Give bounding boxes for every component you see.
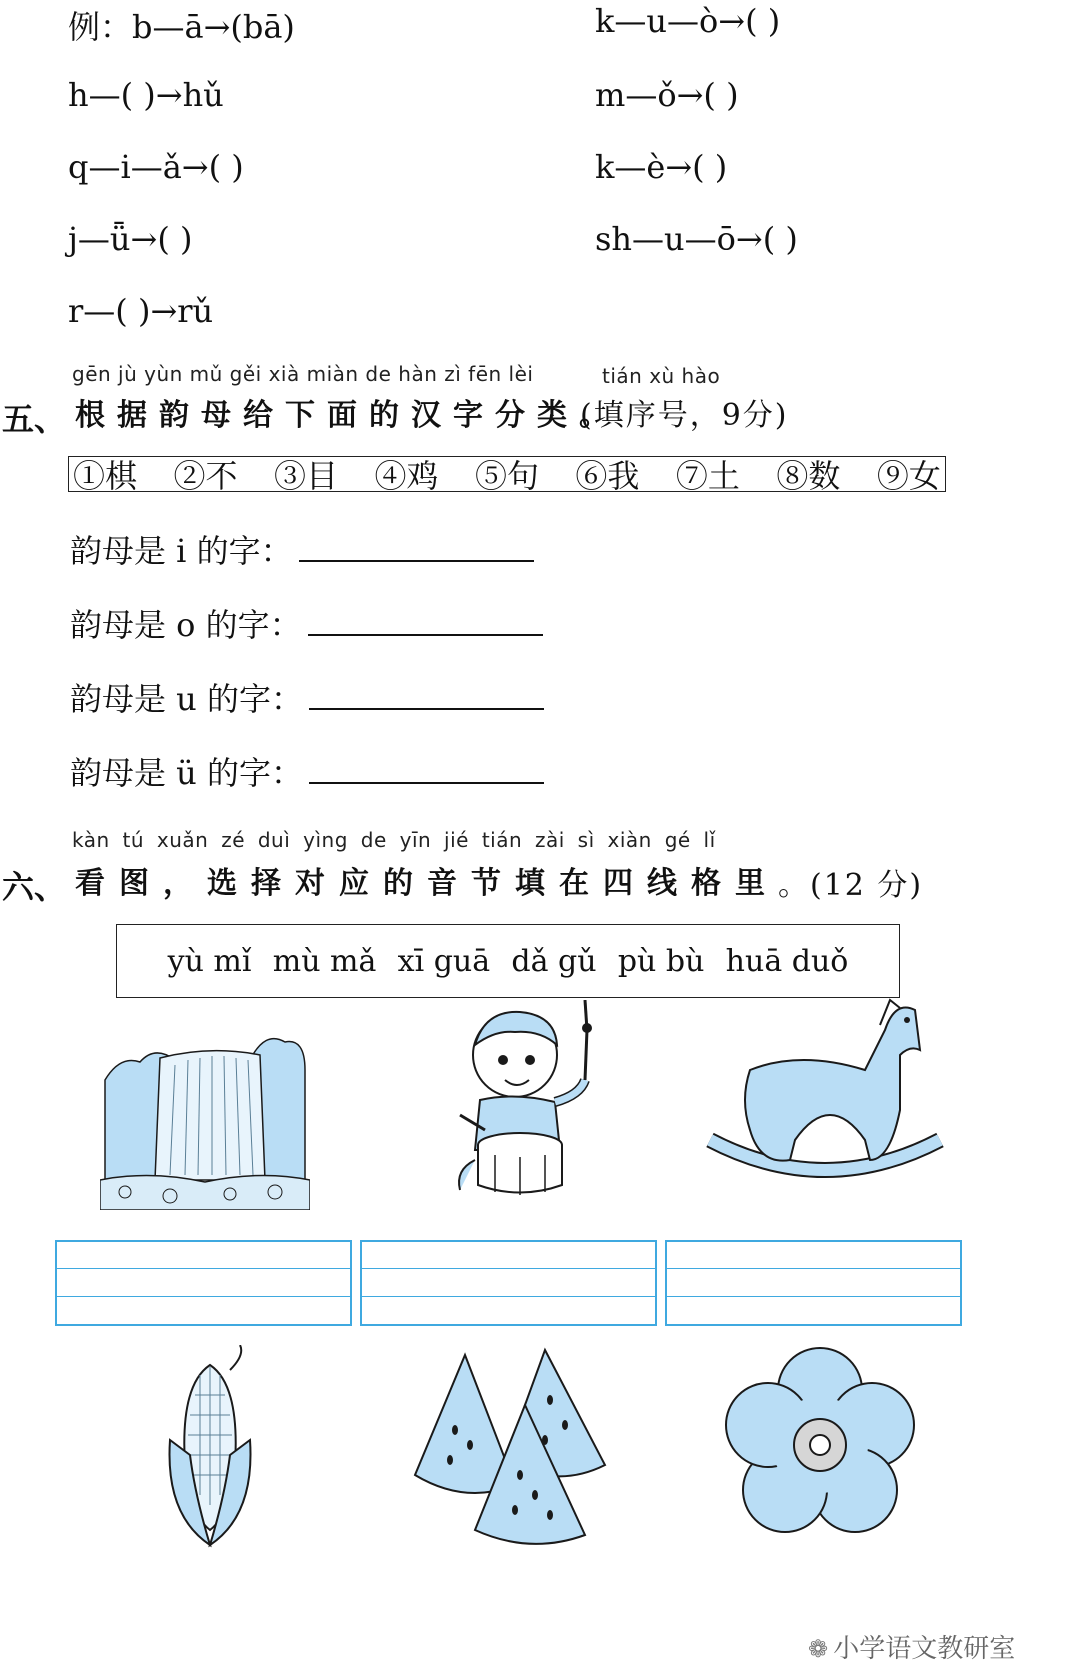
writing-grid-2[interactable] [360,1240,657,1326]
character-item: ②不 [173,457,238,495]
example-line: 例：b—ā→(bā) [68,8,295,46]
answer-line-v [70,748,544,794]
character-item: ⑨女 [876,457,941,495]
exercise-right-4: sh—u—ō→( ) [595,220,798,258]
answer-label: 韵母是 i 的字： [70,532,293,570]
section6-pinyin: kàn tú xuǎn zé duì yìng de yīn jié tián zài sì xiàn gé lǐ [72,828,716,852]
exercise-left-1: h—( )→hǔ [68,76,224,114]
writing-grid-3[interactable] [665,1240,962,1326]
waterfall-picture [100,1020,310,1210]
exercise-left-2: q—i—ǎ→( ) [68,148,244,186]
answer-blank[interactable] [308,604,543,636]
character-item: ⑤句 [474,457,539,495]
answer-blank[interactable] [299,530,534,562]
answer-blank[interactable] [309,752,544,784]
syllable-option: dǎ gǔ [511,943,597,979]
exercise-right-2: m—ǒ→( ) [595,76,739,114]
flower-picture [720,1345,920,1545]
rocking-horse-picture [690,990,960,1200]
exercise-left-4: r—( )→rǔ [68,292,214,330]
section6-number: 六、 [2,868,67,906]
exercise-right-3: k—è→( ) [595,148,728,186]
answer-label: 韵母是 o 的字： [70,606,302,644]
character-item: ④鸡 [374,457,439,495]
section5-pinyin: gēn jù yùn mǔ gěi xià miàn de hàn zì fēn lèi [72,362,534,386]
section5-number: 五、 [2,400,67,438]
watermark [808,1628,1015,1665]
character-box [68,456,946,495]
answer-line-o [70,600,543,646]
section6-score: 。(12 分) [778,868,924,903]
section5-score: (填序号，9分) [580,398,789,433]
syllable-option: mù mǎ [272,943,377,979]
syllable-options-box [116,924,900,998]
syllable-option: yù mǐ [167,943,252,979]
syllable-option: xī guā [397,943,491,979]
answer-line-i [70,526,534,572]
watermark-text: 小学语文教研室 [833,1634,1016,1664]
answer-label: 韵母是 ü 的字： [70,754,303,792]
watermelon-picture [405,1345,615,1550]
answer-line-u [70,674,544,720]
answer-blank[interactable] [309,678,544,710]
character-item: ③目 [273,457,338,495]
boy-drumming-picture [445,1000,615,1200]
syllable-option: huā duǒ [725,943,849,979]
section5-pinyin-extra: tián xù hào [602,364,721,388]
character-item: ⑦土 [675,457,740,495]
section5-title: 根据韵母给下面的汉字分类。 [75,398,621,433]
character-item: ⑧数 [776,457,841,495]
exercise-right-1: k—u—ò→( ) [595,2,781,40]
answer-label: 韵母是 u 的字： [70,680,303,718]
corn-picture [160,1345,260,1550]
character-item: ①棋 [73,457,138,495]
section6-title: 看图，选择对应的音节填在四线格里 [75,866,779,901]
writing-grid-1[interactable] [55,1240,352,1326]
chat-icon: ❁ [808,1635,829,1663]
syllable-option: pù bù [617,943,705,979]
character-item: ⑥我 [575,457,640,495]
exercise-left-3: j—ǖ→( ) [68,220,193,258]
